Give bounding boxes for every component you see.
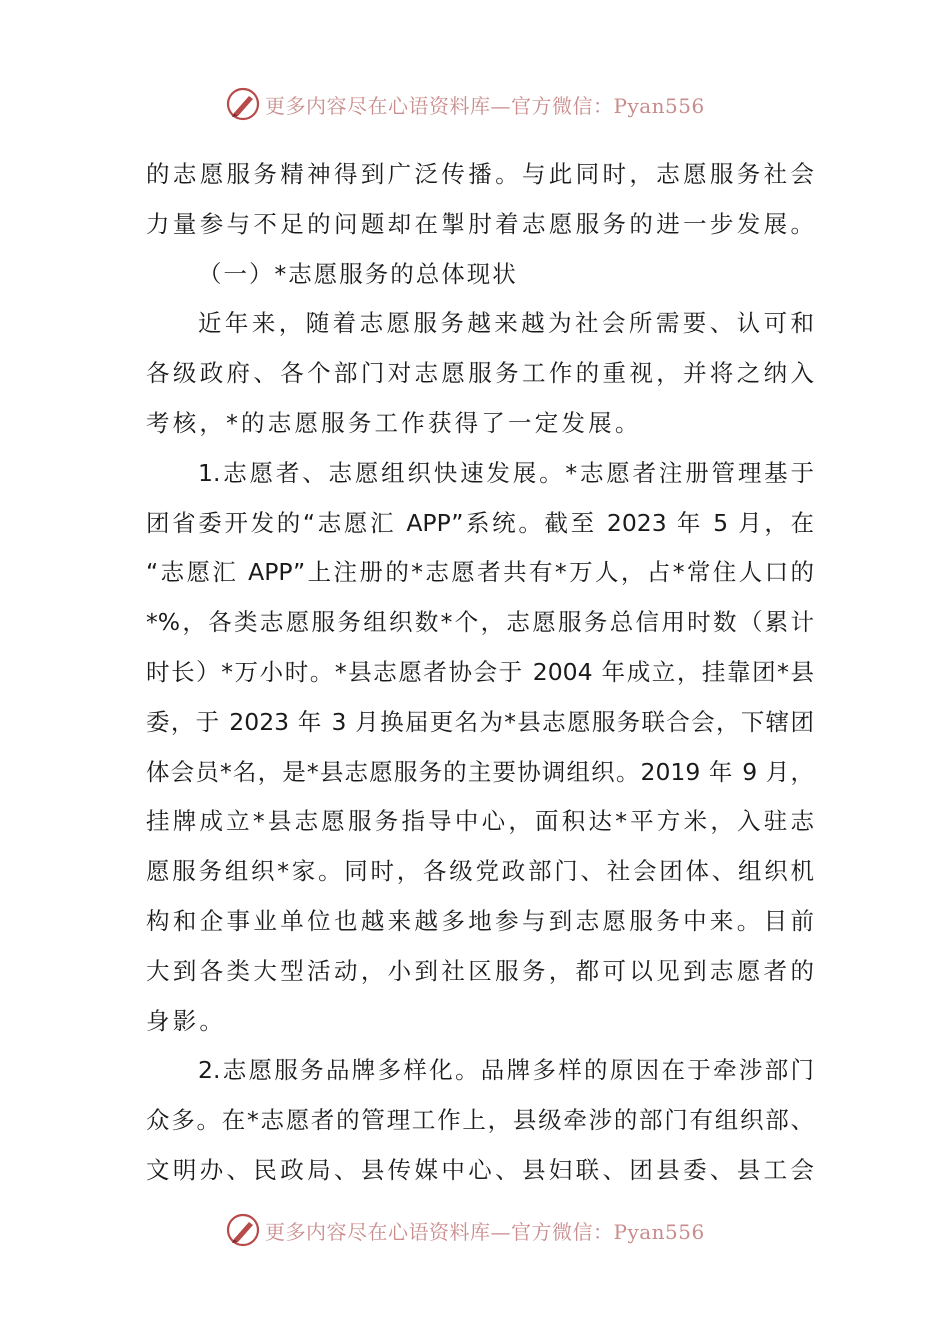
text-line: 身影。 [146, 1006, 227, 1035]
text-line: 众多。在*志愿者的管理工作上，县级牵涉的部门有组织部、 [146, 1106, 814, 1135]
watermark-footer [225, 1212, 705, 1248]
watermark-text: 更多内容尽在心语资料库—官方微信：Pyan556 [265, 93, 705, 118]
watermark-header [225, 86, 705, 122]
pen-logo-icon [225, 1212, 261, 1248]
text-line: 考核，*的志愿服务工作获得了一定发展。 [146, 408, 642, 437]
paragraph-first-line: 2.志愿服务品牌多样化。品牌多样的原因在于牵涉部门 [198, 1056, 814, 1085]
document-body [146, 150, 814, 1196]
text-line: 大到各类大型活动，小到社区服务，都可以见到志愿者的 [146, 956, 814, 985]
text-line: 构和企事业单位也越来越多地参与到志愿服务中来。目前 [146, 906, 814, 935]
paragraph-first-line: 1.志愿者、志愿组织快速发展。*志愿者注册管理基于 [198, 458, 814, 487]
text-line: 力量参与不足的问题却在掣肘着志愿服务的进一步发展。 [146, 209, 814, 238]
text-line: 时长）*万小时。*县志愿者协会于 2004 年成立，挂靠团*县 [146, 657, 814, 686]
text-line: *%，各类志愿服务组织数*个，志愿服务总信用时数（累计 [146, 608, 814, 637]
text-line: 的志愿服务精神得到广泛传播。与此同时，志愿服务社会 [146, 160, 814, 188]
text-line: “志愿汇 APP”上注册的*志愿者共有*万人，占*常住人口的 [146, 558, 814, 587]
pen-logo-icon [225, 86, 261, 122]
text-line: 团省委开发的“志愿汇 APP”系统。截至 2023 年 5 月，在 [146, 508, 814, 537]
text-line: 挂牌成立*县志愿服务指导中心，面积达*平方米，入驻志 [146, 807, 814, 836]
text-line: 各级政府、各个部门对志愿服务工作的重视，并将之纳入 [146, 359, 814, 388]
text-line: 委，于 2023 年 3 月换届更名为*县志愿服务联合会，下辖团 [146, 707, 814, 736]
watermark-text: 更多内容尽在心语资料库—官方微信：Pyan556 [265, 1219, 705, 1244]
paragraph-first-line: 近年来，随着志愿服务越来越为社会所需要、认可和 [198, 309, 814, 338]
text-line: 体会员*名，是*县志愿服务的主要协调组织。2019 年 9 月， [146, 757, 814, 786]
text-line: 文明办、民政局、县传媒中心、县妇联、团县委、县工会 [146, 1155, 814, 1184]
section-heading: （一）*志愿服务的总体现状 [198, 259, 518, 288]
text-line: 愿服务组织*家。同时，各级党政部门、社会团体、组织机 [146, 857, 814, 886]
